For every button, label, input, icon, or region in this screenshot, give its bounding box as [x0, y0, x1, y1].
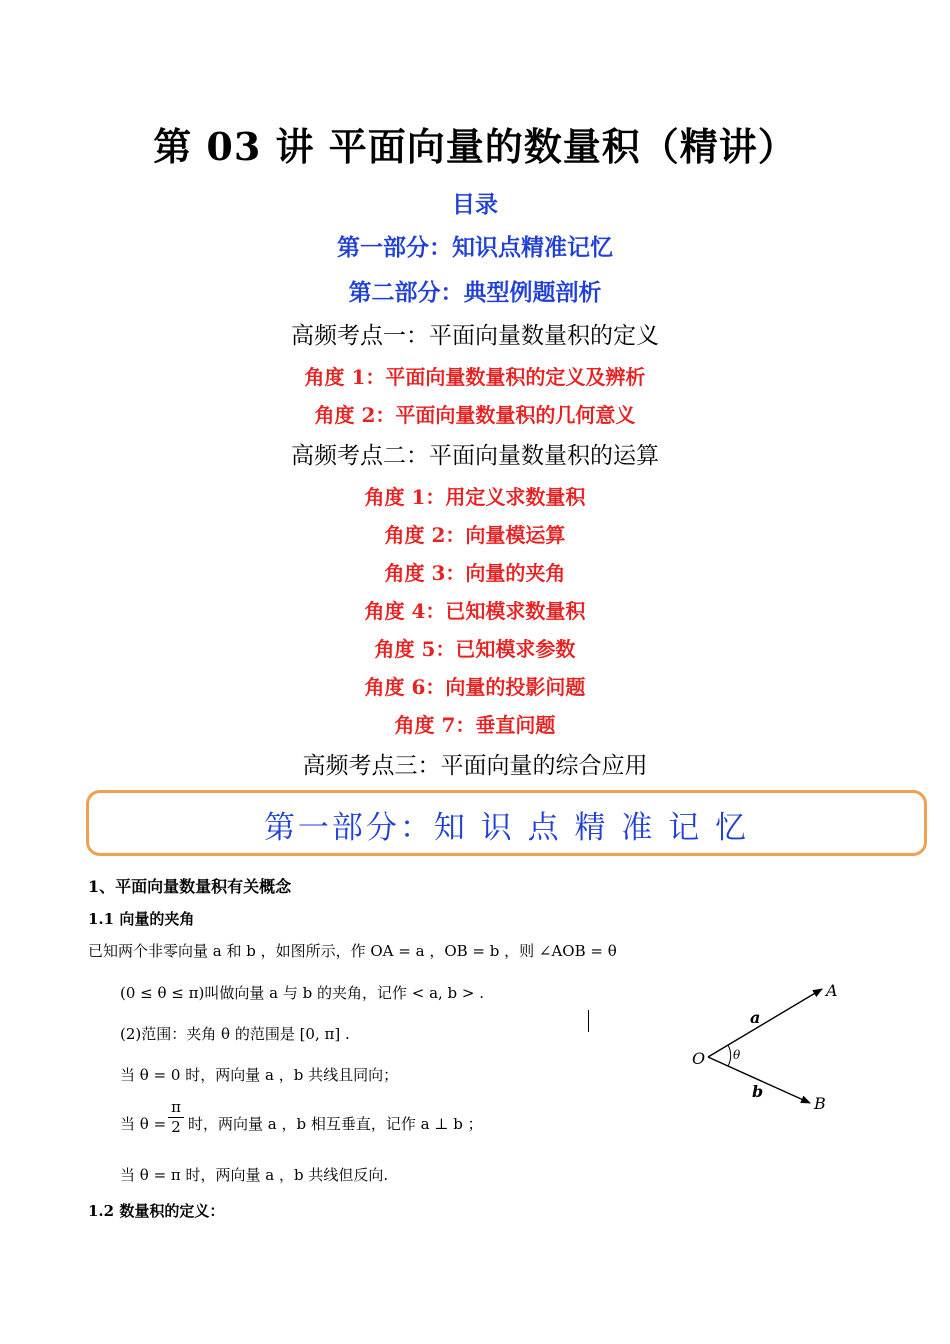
paragraph-def: 已知两个非零向量 a 和 b ，如图所示，作 OA = a ，OB = b ，则 ∠AOB = θ [88, 942, 617, 960]
label-b: b [752, 1082, 764, 1101]
vector-a-arrow [708, 989, 822, 1057]
label-theta: θ [733, 1048, 741, 1062]
paragraph-opposite: 当 θ = π 时，两向量 a ，b 共线但反向. [120, 1166, 389, 1184]
toc-topic1-angle1[interactable]: 角度 1：平面向量数量积的定义及辨析 [304, 365, 646, 389]
toc-topic2-angle4[interactable]: 角度 4：已知模求数量积 [364, 599, 586, 623]
angle-figure [680, 975, 850, 1120]
fraction [168, 1098, 184, 1136]
toc-topic1[interactable]: 高频考点一：平面向量数量积的定义 [291, 323, 659, 349]
text-cursor [588, 1010, 589, 1032]
toc-topic1-angle2[interactable]: 角度 2：平面向量数量积的几何意义 [314, 403, 636, 427]
fraction-numerator: π [171, 1098, 181, 1116]
fraction-denominator: 2 [168, 1117, 184, 1136]
angle-arc [728, 1045, 731, 1066]
paragraph-perp-pre: 当 θ = [120, 1115, 167, 1133]
toc-link-part1[interactable]: 第一部分：知识点精准记忆 [337, 234, 613, 261]
toc-heading: 目录 [452, 191, 498, 218]
toc-topic2-angle5[interactable]: 角度 5：已知模求参数 [374, 637, 576, 661]
label-B: B [814, 1094, 826, 1113]
toc-topic2[interactable]: 高频考点二：平面向量数量积的运算 [291, 443, 659, 469]
toc-topic3[interactable]: 高频考点三：平面向量的综合应用 [302, 753, 648, 779]
label-A: A [826, 981, 838, 1000]
label-a: a [750, 1008, 761, 1027]
toc-topic2-angle3[interactable]: 角度 3：向量的夹角 [384, 561, 566, 585]
section-banner-title: 第一部分：知 识 点 精 准 记 忆 [263, 810, 750, 846]
toc-topic2-angle7[interactable]: 角度 7：垂直问题 [394, 713, 556, 737]
paragraph-angle-def: (0 ≤ θ ≤ π)叫做向量 a 与 b 的夹角，记作 < a, b > . [120, 984, 485, 1002]
page-title: 第 03 讲 平面向量的数量积（精讲） [153, 124, 797, 169]
paragraph-same-dir: 当 θ = 0 时，两向量 a ，b 共线且同向； [120, 1066, 399, 1084]
heading-concepts: 1、平面向量数量积有关概念 [88, 877, 292, 896]
toc-link-part2[interactable]: 第二部分：典型例题剖析 [348, 279, 602, 306]
toc-topic2-angle2[interactable]: 角度 2：向量模运算 [384, 523, 566, 547]
paragraph-range: (2)范围：夹角 θ 的范围是 [0, π] . [120, 1025, 350, 1043]
toc-topic2-angle6[interactable]: 角度 6：向量的投影问题 [364, 675, 586, 699]
heading-dot-product-def: 1.2 数量积的定义： [88, 1202, 225, 1220]
label-O: O [692, 1049, 706, 1068]
toc-topic2-angle1[interactable]: 角度 1：用定义求数量积 [364, 485, 586, 509]
paragraph-perp-post: 时，两向量 a ，b 相互垂直，记作 a ⊥ b ； [188, 1115, 483, 1133]
heading-angle: 1.1 向量的夹角 [88, 910, 195, 928]
